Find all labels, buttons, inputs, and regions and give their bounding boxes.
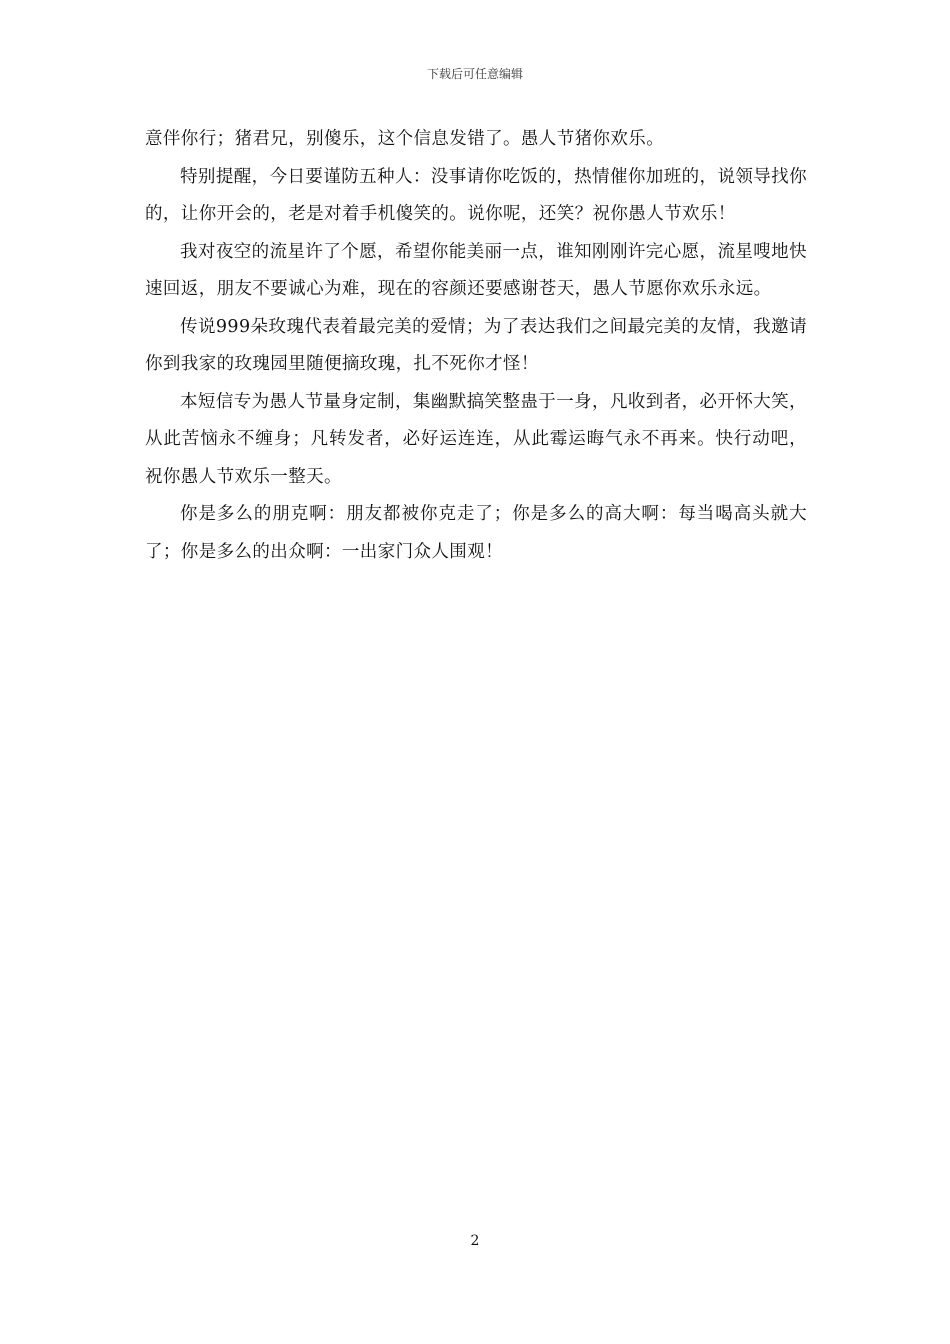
page-number: 2 xyxy=(470,1233,480,1249)
paragraph: 传说999朵玫瑰代表着最完美的爱情；为了表达我们之间最完美的友情，我邀请你到我家的玫瑰园里随便摘玫瑰，扎不死你才怪！ xyxy=(145,316,807,374)
paragraph: 我对夜空的流星许了个愿，希望你能美丽一点，谁知刚刚许完心愿，流星嗖地快速回返，朋友不要诚心为难，现在的容颜还要感谢苍天，愚人节愿你欢乐永远。 xyxy=(145,241,807,299)
paragraph: 你是多么的朋克啊：朋友都被你克走了；你是多么的高大啊：每当喝高头就大了；你是多么的出众啊：一出家门众人围观！ xyxy=(145,504,807,562)
header-note: 下载后可任意编辑 xyxy=(426,67,523,81)
paragraph-continuation: 意伴你行；猪君兄，别傻乐，这个信息发错了。愚人节猪你欢乐。 xyxy=(145,129,665,149)
document-body xyxy=(145,121,807,571)
paragraph: 本短信专为愚人节量身定制，集幽默搞笑整蛊于一身，凡收到者，必开怀大笑，从此苦恼永不缠身；凡转发者，必好运连连，从此霉运晦气永不再来。快行动吧，祝你愚人节欢乐一整天。 xyxy=(145,391,807,487)
paragraph: 特别提醒，今日要谨防五种人：没事请你吃饭的，热情催你加班的，说领导找你的，让你开会的，老是对着手机傻笑的。说你呢，还笑？祝你愚人节欢乐！ xyxy=(145,166,807,224)
